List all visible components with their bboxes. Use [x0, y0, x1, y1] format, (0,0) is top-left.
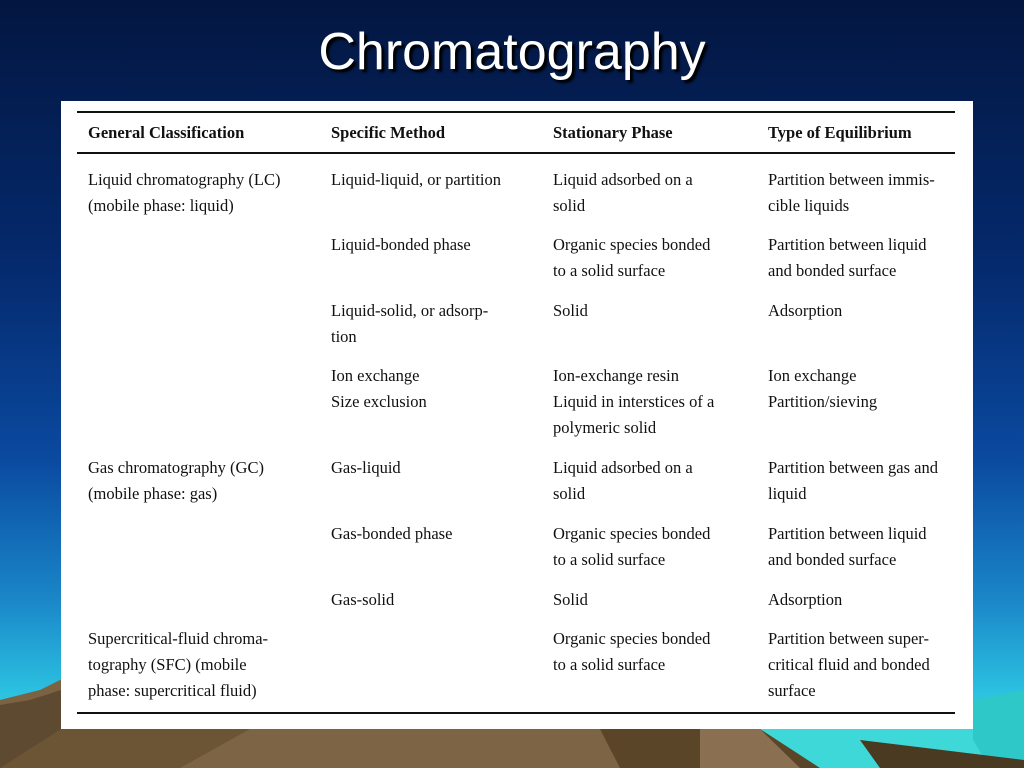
table-cell-method: Ion exchange Size exclusion — [331, 366, 427, 411]
table-cell-classification: Gas chromatography (GC) (mobile phase: gas) — [88, 458, 264, 503]
table-cell-phase: Ion-exchange resin Liquid in interstices of a polymeric solid — [553, 366, 715, 437]
table-cell-method: Liquid-solid, or adsorp- tion — [331, 301, 489, 346]
table-cell-phase: Organic species bonded to a solid surface — [553, 235, 711, 280]
table-cell-phase: Organic species bonded to a solid surface — [553, 629, 711, 674]
table-cell-classification: Liquid chromatography (LC) (mobile phase: liquid) — [88, 170, 281, 215]
table-top-rule — [77, 111, 955, 113]
table-header-rule — [77, 152, 955, 154]
table-cell-method: Gas-solid — [331, 590, 395, 609]
table-cell-equilibrium: Partition between gas and liquid — [768, 458, 938, 503]
header-type-of-equilibrium: Type of Equilibrium — [768, 123, 912, 142]
table-cell-equilibrium: Partition between super- critical fluid and bonded surface — [768, 629, 930, 700]
table-cell-equilibrium: Partition between immis- cible liquids — [768, 170, 935, 215]
table-cell-equilibrium: Adsorption — [768, 590, 843, 609]
table-cell-phase: Solid — [553, 301, 588, 320]
table-cell-phase: Solid — [553, 590, 588, 609]
header-stationary-phase: Stationary Phase — [553, 123, 673, 142]
table-cell-equilibrium: Partition between liquid and bonded surface — [768, 235, 927, 280]
table-cell-phase: Liquid adsorbed on a solid — [553, 170, 693, 215]
table-cell-phase: Organic species bonded to a solid surface — [553, 524, 711, 569]
header-general-classification: General Classification — [88, 123, 245, 142]
classification-table — [61, 101, 973, 729]
table-bottom-rule — [77, 712, 955, 714]
table-cell-equilibrium: Partition between liquid and bonded surface — [768, 524, 927, 569]
slide-title: Chromatography — [318, 23, 706, 81]
table-cell-equilibrium: Ion exchange Partition/sieving — [768, 366, 878, 411]
table-cell-method: Gas-bonded phase — [331, 524, 453, 543]
table-cell-phase: Liquid adsorbed on a solid — [553, 458, 693, 503]
table-cell-method: Liquid-bonded phase — [331, 235, 471, 254]
table-cell-equilibrium: Adsorption — [768, 301, 843, 320]
table-cell-method: Liquid-liquid, or partition — [331, 170, 502, 189]
header-specific-method: Specific Method — [331, 123, 446, 142]
table-cell-method: Gas-liquid — [331, 458, 401, 477]
table-cell-classification: Supercritical-fluid chroma- tography (SFC) (mobile phase: supercritical fluid) — [88, 629, 269, 700]
